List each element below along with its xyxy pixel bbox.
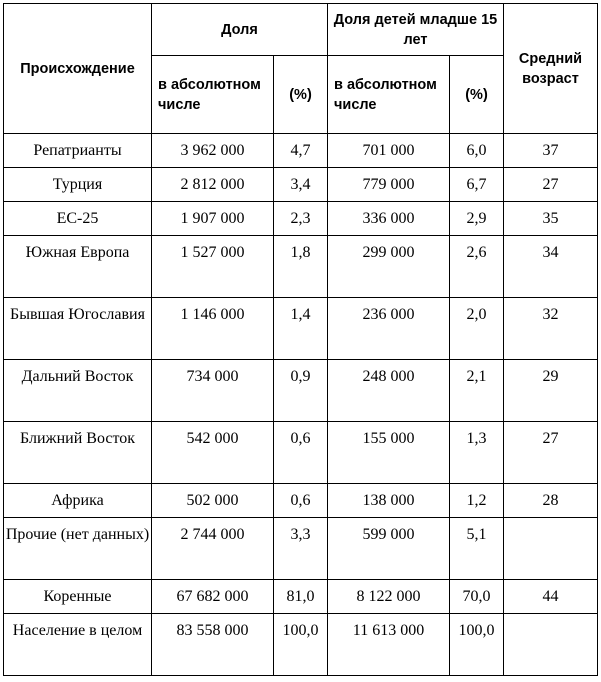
row-name: Турция	[4, 168, 152, 202]
row-abs: 3 962 000	[152, 134, 274, 168]
table-row	[4, 422, 598, 484]
row-pct: 100,0	[274, 614, 328, 676]
row-age: 27	[504, 168, 598, 202]
row-pct: 2,3	[274, 202, 328, 236]
row-child-pct: 2,0	[450, 298, 504, 360]
table-row	[4, 236, 598, 298]
row-child-abs: 779 000	[328, 168, 450, 202]
header-share: Доля	[152, 4, 328, 56]
table-row	[4, 202, 598, 236]
header-abs: в абсолютном числе	[152, 56, 274, 134]
row-child-abs: 248 000	[328, 360, 450, 422]
header-share-children: Доля детей младше 15 лет	[328, 4, 504, 56]
header-origin: Происхождение	[4, 4, 152, 134]
table-row	[4, 168, 598, 202]
row-child-pct: 5,1	[450, 518, 504, 580]
row-child-pct: 70,0	[450, 580, 504, 614]
row-child-abs: 138 000	[328, 484, 450, 518]
table-row	[4, 518, 598, 580]
header-child-abs: в абсолютном числе	[328, 56, 450, 134]
row-age: 28	[504, 484, 598, 518]
row-child-abs: 299 000	[328, 236, 450, 298]
row-child-pct: 1,3	[450, 422, 504, 484]
table-row	[4, 580, 598, 614]
row-age: 27	[504, 422, 598, 484]
row-child-abs: 236 000	[328, 298, 450, 360]
row-pct: 4,7	[274, 134, 328, 168]
row-age: 35	[504, 202, 598, 236]
row-name: Репатрианты	[4, 134, 152, 168]
row-abs: 2 744 000	[152, 518, 274, 580]
row-name: Дальний Восток	[4, 360, 152, 422]
row-child-abs: 11 613 000	[328, 614, 450, 676]
row-abs: 542 000	[152, 422, 274, 484]
row-child-pct: 2,9	[450, 202, 504, 236]
table-row	[4, 360, 598, 422]
row-pct: 3,4	[274, 168, 328, 202]
row-name: Коренные	[4, 580, 152, 614]
row-age: 32	[504, 298, 598, 360]
row-pct: 0,6	[274, 484, 328, 518]
row-age: 37	[504, 134, 598, 168]
row-name: Население в целом	[4, 614, 152, 676]
row-child-pct: 2,1	[450, 360, 504, 422]
row-name: Прочие (нет данных)	[4, 518, 152, 580]
row-age	[504, 518, 598, 580]
header-pct: (%)	[274, 56, 328, 134]
row-pct: 3,3	[274, 518, 328, 580]
row-child-pct: 2,6	[450, 236, 504, 298]
row-abs: 1 907 000	[152, 202, 274, 236]
row-abs: 1 146 000	[152, 298, 274, 360]
row-pct: 1,8	[274, 236, 328, 298]
population-table	[3, 3, 598, 676]
header-child-pct: (%)	[450, 56, 504, 134]
table-row	[4, 484, 598, 518]
row-name: Африка	[4, 484, 152, 518]
row-child-abs: 701 000	[328, 134, 450, 168]
row-name: Бывшая Югославия	[4, 298, 152, 360]
table-row	[4, 614, 598, 676]
row-name: Южная Европа	[4, 236, 152, 298]
row-pct: 1,4	[274, 298, 328, 360]
row-abs: 502 000	[152, 484, 274, 518]
row-child-pct: 6,7	[450, 168, 504, 202]
table-row	[4, 298, 598, 360]
table-row	[4, 134, 598, 168]
row-age: 29	[504, 360, 598, 422]
row-child-abs: 8 122 000	[328, 580, 450, 614]
table-body	[4, 134, 598, 676]
row-age	[504, 614, 598, 676]
row-age: 34	[504, 236, 598, 298]
row-name: ЕС-25	[4, 202, 152, 236]
row-abs: 2 812 000	[152, 168, 274, 202]
row-abs: 67 682 000	[152, 580, 274, 614]
row-pct: 81,0	[274, 580, 328, 614]
row-pct: 0,9	[274, 360, 328, 422]
row-child-abs: 155 000	[328, 422, 450, 484]
row-age: 44	[504, 580, 598, 614]
row-abs: 1 527 000	[152, 236, 274, 298]
row-name: Ближний Восток	[4, 422, 152, 484]
row-child-pct: 6,0	[450, 134, 504, 168]
header-avg-age: Средний возраст	[504, 4, 598, 134]
row-child-pct: 100,0	[450, 614, 504, 676]
row-child-abs: 336 000	[328, 202, 450, 236]
row-pct: 0,6	[274, 422, 328, 484]
row-child-abs: 599 000	[328, 518, 450, 580]
row-abs: 734 000	[152, 360, 274, 422]
row-abs: 83 558 000	[152, 614, 274, 676]
row-child-pct: 1,2	[450, 484, 504, 518]
